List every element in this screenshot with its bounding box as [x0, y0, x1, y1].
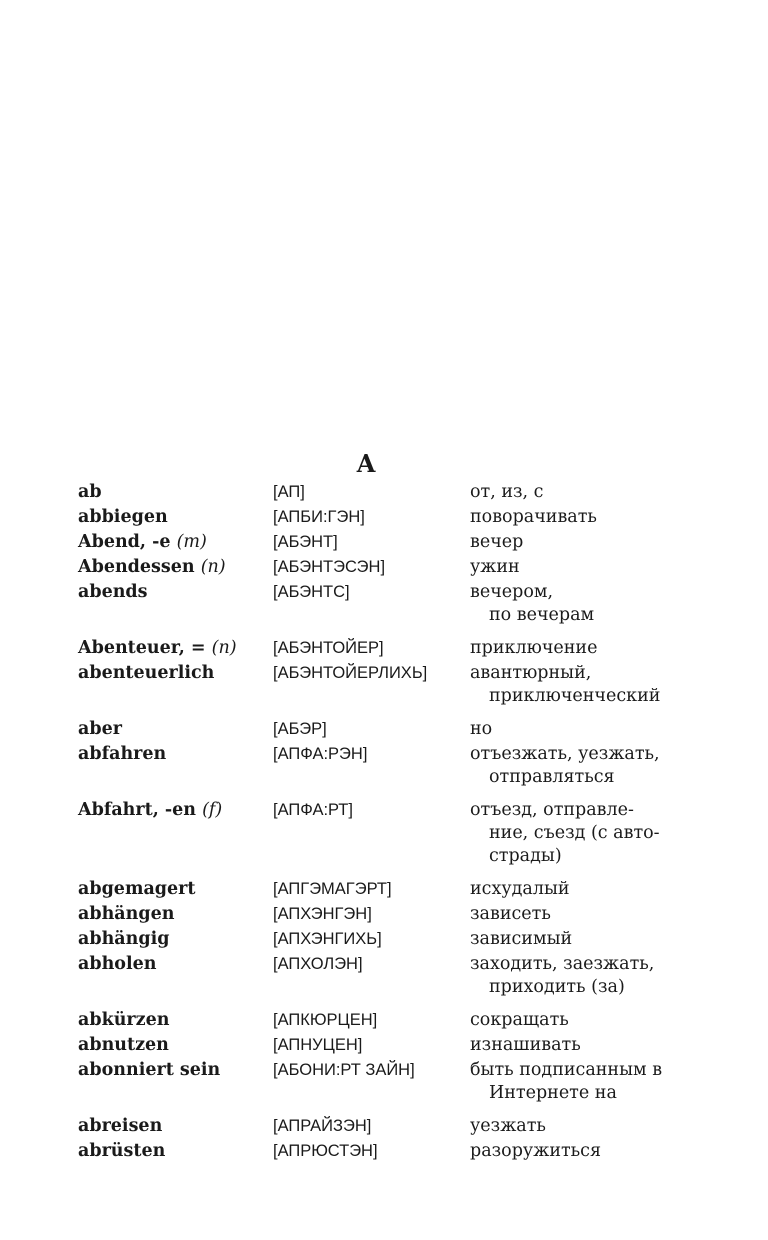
entry-word	[78, 878, 273, 901]
headword: abholen	[78, 954, 157, 974]
entry-translation	[470, 581, 678, 627]
entry-word	[78, 506, 273, 529]
translation-line: уезжать	[470, 1116, 546, 1136]
entry-pronunciation: [АПХЭНГЭН]	[273, 905, 372, 923]
entry-pronunciation: [АБОНИ:РТ ЗАЙН]	[273, 1061, 415, 1079]
translation-line: разоружиться	[470, 1141, 602, 1161]
translation-line: вечер	[470, 532, 524, 552]
headword: Abenteuer, =	[78, 638, 206, 658]
entry-translation	[470, 878, 678, 901]
entry-word	[78, 743, 273, 766]
headword: Abendessen	[78, 557, 195, 577]
translation-line: поворачивать	[470, 507, 597, 527]
entry-pronunciation: [АПКЮРЦЕН]	[273, 1011, 378, 1029]
grammar-gender: (f)	[202, 800, 223, 820]
entry-row	[78, 903, 678, 926]
entry-word	[78, 718, 273, 741]
entry-word	[78, 1009, 273, 1032]
entry-translation	[470, 718, 678, 741]
entry-row	[78, 799, 678, 868]
translation-line: зависимый	[470, 929, 573, 949]
headword: abkürzen	[78, 1010, 170, 1030]
translation-line: от, из, с	[470, 482, 544, 502]
entry-pronunciation: [АП]	[273, 483, 305, 501]
translation-line: ужин	[470, 557, 520, 577]
entry-pronunciation: [АПХОЛЭН]	[273, 955, 363, 973]
translation-line: исхудалый	[470, 879, 570, 899]
translation-line: приключение	[470, 638, 598, 658]
entry-pronunciation: [АБЭР]	[273, 720, 327, 738]
entry-pronunciation: [АБЭНТОЙЕРЛИХЬ]	[273, 664, 428, 682]
entry-pronunciation: [АПХЭНГИХЬ]	[273, 930, 382, 948]
entry-pronunciation: [АПРАЙЗЭН]	[273, 1117, 372, 1135]
entry-row	[78, 637, 678, 660]
headword: abonniert sein	[78, 1060, 221, 1080]
headword: abfahren	[78, 744, 167, 764]
entry-word	[78, 481, 273, 504]
translation-line: но	[470, 719, 493, 739]
entry-word	[78, 581, 273, 604]
headword: abrüsten	[78, 1141, 166, 1161]
entry-translation	[470, 1140, 678, 1163]
translation-line: быть подписанным в	[470, 1060, 663, 1080]
entry-translation	[470, 1059, 678, 1105]
entry-list	[78, 481, 678, 1165]
entry-word	[78, 531, 273, 554]
headword: abreisen	[78, 1116, 163, 1136]
entry-translation	[470, 1034, 678, 1057]
entry-pronunciation: [АБЭНТЭСЭН]	[273, 558, 386, 576]
grammar-gender: (n)	[211, 638, 237, 658]
translation-line: приключенческий	[489, 686, 661, 706]
grammar-gender: (m)	[176, 532, 207, 552]
entry-translation	[470, 953, 678, 999]
entry-translation	[470, 637, 678, 660]
entry-row	[78, 1140, 678, 1163]
entry-row	[78, 743, 678, 789]
entry-pronunciation: [АБЭНТС]	[273, 583, 350, 601]
entry-pronunciation: [АПРЮСТЭН]	[273, 1142, 378, 1160]
entry-pronunciation: [АПФА:РЭН]	[273, 745, 368, 763]
entry-translation	[470, 531, 678, 554]
entry-row	[78, 506, 678, 529]
translation-line: сокращать	[470, 1010, 569, 1030]
grammar-gender: (n)	[200, 557, 226, 577]
translation-line: заходить, заезжать,	[470, 954, 655, 974]
entry-translation	[470, 556, 678, 579]
translation-line: приходить (за)	[489, 977, 625, 997]
headword: abends	[78, 582, 148, 602]
entry-word	[78, 903, 273, 926]
headword: abnutzen	[78, 1035, 169, 1055]
entry-row	[78, 928, 678, 951]
entry-word	[78, 1034, 273, 1057]
entry-translation	[470, 506, 678, 529]
entry-row	[78, 1009, 678, 1032]
entry-word	[78, 953, 273, 976]
entry-row	[78, 581, 678, 627]
entry-pronunciation: [АПГЭМАГЭРТ]	[273, 880, 392, 898]
headword: abhängig	[78, 929, 170, 949]
entry-translation	[470, 799, 678, 868]
entry-row	[78, 878, 678, 901]
entry-word	[78, 1115, 273, 1138]
entry-row	[78, 531, 678, 554]
entry-row	[78, 1115, 678, 1138]
entry-translation	[470, 903, 678, 926]
headword: ab	[78, 482, 102, 502]
entry-translation	[470, 662, 678, 708]
entry-word	[78, 928, 273, 951]
entry-translation	[470, 481, 678, 504]
entry-word	[78, 1140, 273, 1163]
entry-word	[78, 662, 273, 685]
entry-word	[78, 799, 273, 822]
entry-pronunciation: [АБЭНТОЙЕР]	[273, 639, 384, 657]
headword: abhängen	[78, 904, 175, 924]
entry-row	[78, 481, 678, 504]
headword: aber	[78, 719, 122, 739]
entry-row	[78, 718, 678, 741]
translation-line: вечером,	[470, 582, 554, 602]
headword: abenteuerlich	[78, 663, 215, 683]
entry-pronunciation: [АПФА:РТ]	[273, 801, 353, 819]
headword: abgemagert	[78, 879, 196, 899]
entry-row	[78, 556, 678, 579]
entry-row	[78, 1059, 678, 1105]
translation-line: зависеть	[470, 904, 551, 924]
entry-word	[78, 1059, 273, 1082]
entry-word	[78, 556, 273, 579]
entry-pronunciation: [АПНУЦЕН]	[273, 1036, 363, 1054]
headword: abbiegen	[78, 507, 168, 527]
translation-line: страды)	[489, 846, 562, 866]
entry-translation	[470, 1009, 678, 1032]
translation-line: отъезд, отправле-	[470, 800, 634, 820]
entry-translation	[470, 1115, 678, 1138]
entry-translation	[470, 743, 678, 789]
letter-heading: A	[356, 449, 376, 478]
entry-pronunciation: [АБЭНТ]	[273, 533, 338, 551]
headword: Abfahrt, -en	[78, 800, 197, 820]
entry-row	[78, 1034, 678, 1057]
translation-line: по вечерам	[489, 605, 595, 625]
entry-word	[78, 637, 273, 660]
translation-line: авантюрный,	[470, 663, 592, 683]
entry-pronunciation: [АПБИ:ГЭН]	[273, 508, 365, 526]
translation-line: отправляться	[489, 767, 615, 787]
entry-row	[78, 662, 678, 708]
entry-row	[78, 953, 678, 999]
translation-line: изнашивать	[470, 1035, 581, 1055]
translation-line: ние, съезд (с авто-	[489, 823, 660, 843]
translation-line: отъезжать, уезжать,	[470, 744, 660, 764]
translation-line: Интернете на	[489, 1083, 617, 1103]
headword: Abend, -e	[78, 532, 171, 552]
entry-translation	[470, 928, 678, 951]
